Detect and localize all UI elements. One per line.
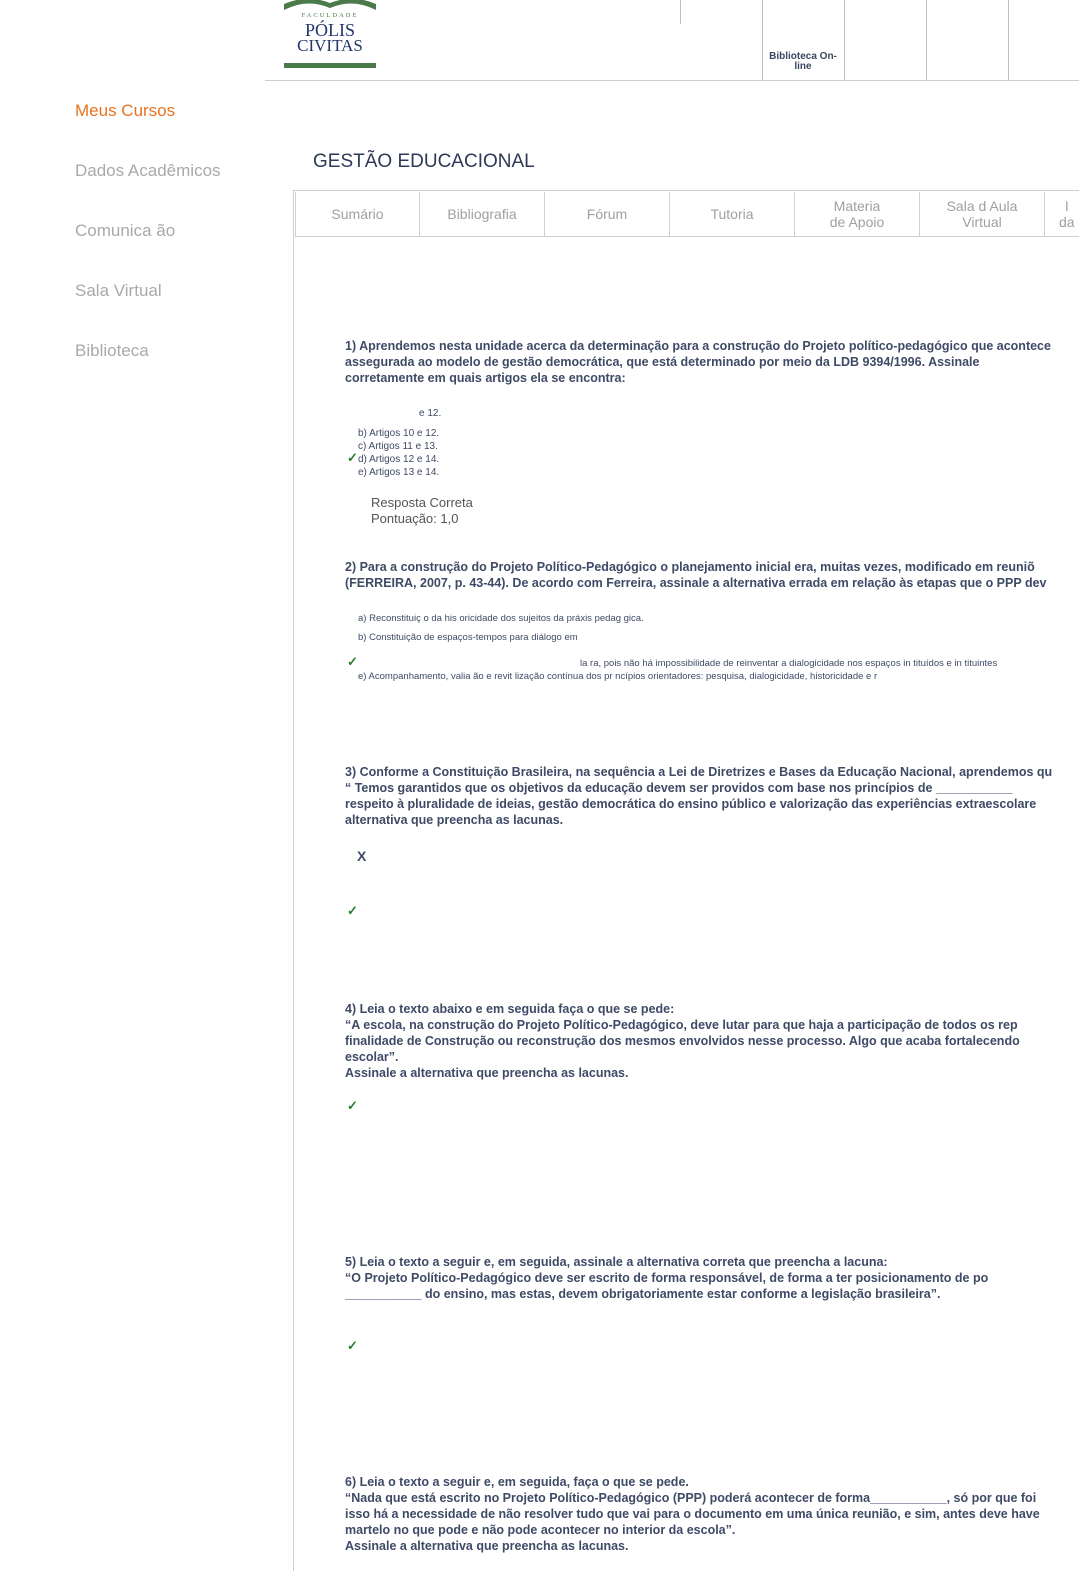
q2-option-b[interactable]: b) Constituição de espaços-tempos para diálogo em (358, 632, 578, 643)
course-tabs (295, 192, 1079, 237)
q1-option-a[interactable]: e 12. (419, 408, 442, 419)
check-icon: ✓ (347, 450, 358, 465)
tab-forum[interactable] (545, 192, 670, 237)
logo-graphic (283, 0, 377, 71)
question-5: 5) Leia o texto a seguir e, em seguida, assinale a alternativa correta que preencha a lacuna: “O Projeto Político-Pedagógico deve ser escrito de forma responsável, de forma a ter posicionamento de po ___________ do ensino, mas estas, devem obrigatoriamente estar conforme a legislação brasileira”. (345, 1255, 989, 1301)
tab-label: Tutoria (710, 206, 754, 222)
sidebar-item-sala-virtual[interactable]: Sala Virtual (75, 281, 162, 300)
q1-option-b[interactable]: b) Artigos 10 e 12. (358, 428, 440, 439)
check-icon: ✓ (347, 1338, 358, 1353)
content-panel (293, 190, 1079, 1571)
svg-text:CIVITAS: CIVITAS (297, 36, 363, 55)
header-divider (265, 80, 1079, 81)
question-4: 4) Leia o texto abaixo e em seguida faça o que se pede: “A escola, na construção do Projeto Político-Pedagógico, deve lutar para que haja a participação de todos os rep finalidade de Construção ou reconstrução dos mesmos envolvidos nesse processo. Algo que acaba fortalecendo escolar”. Assinale a alternativa que preencha as lacunas. (345, 1002, 1020, 1080)
q2-option-d[interactable]: la ra, pois não há impossibilidade de reinventar a dialogicidade nos espaços in tituídos e in tituintes (580, 658, 998, 669)
q1-option-e[interactable]: e) Artigos 13 e 14. (358, 467, 440, 478)
q2-option-e[interactable]: e) Acompanhamento, valia ão e revit lização contínua dos pr ncípios orientadores: pesquisa, dialogicidade, historicidade e r (358, 671, 878, 682)
q1-option-c[interactable]: c) Artigos 11 e 13. (358, 441, 438, 452)
tab-sumario[interactable] (295, 192, 420, 237)
tab-label: I da (1059, 198, 1075, 230)
tab-tutoria[interactable] (670, 192, 795, 237)
tab-label: Sumário (331, 206, 384, 222)
tab-bibliografia[interactable] (420, 192, 545, 237)
q2-option-a[interactable]: a) Reconstituiç o da his oricidade dos sujeitos da práxis pedag gica. (358, 613, 644, 624)
biblioteca-online-link[interactable]: Biblioteca On-line (769, 51, 837, 72)
sidebar-item-meus-cursos[interactable]: Meus Cursos (75, 101, 176, 120)
result-label: Resposta Correta (371, 495, 473, 510)
wrong-mark-icon: X (357, 848, 367, 864)
question-6: 6) Leia o texto a seguir e, em seguida, faça o que se pede. “Nada que está escrito no Projeto Político-Pedagógico (PPP) poderá acontecer de forma___________, só por que foi isso há a necessidade de não resolver tudo que vai para o documento em uma única reunião, e sim, antes deve have martelo no que pode e não pode acontecer no interior da escola”. Assinale a alternativa que preencha as lacunas. (345, 1475, 1040, 1553)
header-menu-cell[interactable] (680, 0, 762, 24)
question-3: 3) Conforme a Constituição Brasileira, na sequência a Lei de Diretrizes e Bases da Educação Nacional, aprendemos qu “ Temos garantidos que os objetivos da educação devem ser providos com base nos princípios de ___________ respeito à pluralidade de ideias, gestão democrática do ensino público e valorização das experiências extraescolare alternativa que preencha as lacunas. (345, 765, 1053, 827)
svg-text:PÓLIS: PÓLIS (304, 20, 356, 40)
sidebar-item-biblioteca[interactable]: Biblioteca (75, 341, 149, 360)
tab-material-de-apoio[interactable] (795, 192, 920, 237)
question-2: 2) Para a construção do Projeto Político-Pedagógico o planejamento inicial era, muitas vezes, modificado em reuniõ (FERREIRA, 2007, p. 43-44). De acordo com Ferreira, assinale a alternativa errada em relação às etapas que o PPP dev (345, 560, 1047, 590)
svg-text:FACULDADE: FACULDADE (301, 12, 359, 19)
sidebar-item-dados-academicos[interactable]: Dados Acadêmicos (75, 161, 221, 180)
tab-sala-de-aula-virtual[interactable] (920, 192, 1045, 237)
q1-result (371, 495, 473, 527)
check-icon: ✓ (347, 654, 358, 669)
check-icon: ✓ (347, 1098, 358, 1113)
faculty-logo[interactable] (283, 0, 377, 71)
question-1: 1) Aprendemos nesta unidade acerca da determinação para a construção do Projeto político-pedagógico que acontece assegurada ao modelo de gestão democrática, que está determinado por meio da LDB 9394/1996. Assinale corretamente em quais artigos ela se encontra: (345, 339, 1051, 385)
q1-option-d[interactable]: d) Artigos 12 e 14. (358, 454, 440, 465)
tab-label: Sala d Aula Virtual (946, 198, 1018, 230)
tab-label: Fórum (586, 206, 628, 222)
sidebar-item-comunicacao[interactable]: Comunica ão (75, 221, 176, 240)
header-menu-cell[interactable] (844, 0, 926, 80)
score-label: Pontuação: 1,0 (371, 511, 459, 526)
tab-label: Materia de Apoio (829, 198, 885, 230)
header-menu-cell[interactable] (1008, 0, 1079, 80)
check-icon: ✓ (347, 903, 358, 918)
page-title: GESTÃO EDUCACIONAL (313, 151, 535, 172)
tab-label: Bibliografia (447, 206, 517, 222)
tab-partial[interactable] (1045, 192, 1079, 237)
header-menu-cell[interactable] (926, 0, 1008, 80)
